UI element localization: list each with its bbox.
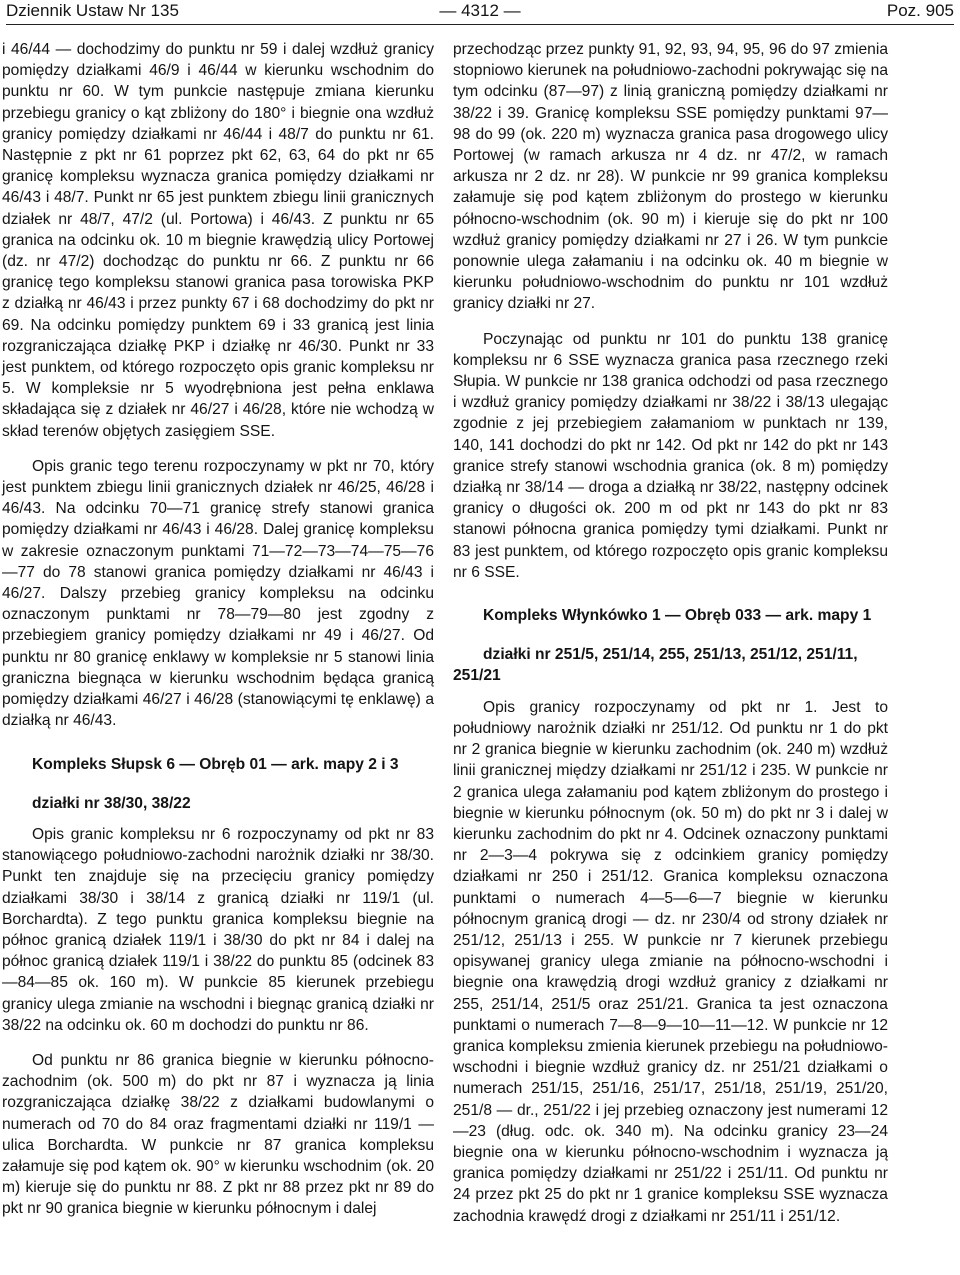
journal-title: Dziennik Ustaw Nr 135 [6,1,179,20]
paragraph: przechodząc przez punkty 91, 92, 93, 94, 95, 96 do 97 zmienia stopniowo kierunek na południowo-zachodni pokrywając się na tym odcinku (87—97) z linią graniczną pomiędzy działkami nr 38/22 i 39. Granicę kompleksu SSE pomiędzy punktami 97—98 do 99 (ok. 220 m) wyznacza granica pasa drogowego ulicy Portowej (w ramach arkusza nr 4 dz. nr 47/2, w ramach arkusza nr 2 dz. nr 28). W punkcie nr 99 granica kompleksu załamuje się pod kątem zbliżonym do prostego w kierunku północno-wschodnim (ok. 90 m) i kieruje się do pkt nr 100 wzdłuż granicy pomiędzy działkami nr 27 i 26. W tym punkcie ponownie ulega załamaniu i na odcinku ok. 40 m biegnie w kierunku południowo-wschodnim do punktu nr 101 wzdłuż granicy działki nr 27. [453,41,888,313]
paragraph: Poczynając od punktu nr 101 do punktu 138 granicę kompleksu nr 6 SSE wyznacza granica pasa rzecznego rzeki Słupia. W punkcie nr 138 granica odchodzi od pasa rzecznego i wzdłuż granicy pomiędzy działkami nr 38/22 i 38/13 ulegając zgodnie z jej przebiegiem załamaniom w punktach nr 139, 140, 141 dochodzi do pkt nr 142. Od pkt nr 142 do pkt nr 143 granice strefy stanowi wschodnia granica (ok. 8 m) pomiędzy działką nr 38/14 — droga a działką nr 38/22, następny odcinek granicy o długości ok. 200 m od pkt nr 143 do pkt nr 83 stanowi północna granica pomiędzy tymi działkami. Punkt nr 83 jest punktem, od którego rozpoczęto opis granic kompleksu nr 6 SSE. [453,330,888,581]
paragraph: i 46/44 — dochodzimy do punktu nr 59 i dalej wzdłuż granicy pomiędzy działkami 46/9 i 46/44 w kierunku wschodnim do punktu nr 60. W tym punkcie następuje zmiana kierunku przebiegu granicy o kąt zbliżony do 180° i biegnie ona wzdłuż granicy pomiędzy działkami nr 46/44 i 48/7 do punktu nr 61. Następnie z pkt nr 61 poprzez pkt 62, 63, 64 do pkt nr 65 granicę kompleksu wyznacza granica pomiędzy działkami nr 46/43 i 48/7. Punkt nr 65 jest punktem zbiegu linii granicznych działek nr 48/7, 47/2 (ul. Portowa) i 46/43. Z punktu nr 65 granica na odcinku ok. 10 m biegnie krawędzią ulicy Portowej (dz. nr 47/2) dochodząc do punktu nr 66. Z punktu nr 66 granicę tego kompleksu stanowi granica pasa torowiska PKP z działką nr 46/43 i przez punkty 67 i 68 dochodzimy do pkt nr 69. Na odcinku pomiędzy punktem 69 i 33 granicą jest linia rozgraniczająca działkę PKP i działkę nr 46/30. Punkt nr 33 jest punktem, od którego rozpoczęto opis granic kompleksu nr 5. W kompleksie nr 5 wyodrębniona jest pełna enklawa składająca się z działek nr 46/27 i 46/28, które nie wchodzą w skład terenów objętych zasięgiem SSE. [2,41,434,440]
paragraph: Opis granic kompleksu nr 6 rozpoczynamy od pkt nr 83 stanowiącego południowo-zachodni narożnik działki nr 38/30. Punkt ten znajduje się na przecięciu granicy pomiędzy działkami 38/30 i 38/14 z granicą działki nr 119/1 (ul. Borchardta). Z tego punktu granica kompleksu biegnie na północ granicą działek 119/1 i 38/30 do pkt nr 84 i dalej na północ granicą działek 119/1 i 38/22 do punktu 85 (odcinek 83—84—85 ok. 160 m). W punkcie 85 kierunek przebiegu granicy ulega zmianie na wschodni i biegnąc granicą działki nr 38/22 na odcinku ok. 60 m dochodzi do punktu nr 86. [2,825,434,1034]
section-heading: Kompleks Słupsk 6 — Obręb 01 — ark. mapy 2 i 3 [32,755,399,773]
page-number: — 4312 — [439,1,521,20]
right-column [453,39,888,1227]
paragraph: Od punktu nr 86 granica biegnie w kierunku północno-zachodnim (ok. 500 m) do pkt nr 87 i wyznacza ją linia rozgraniczająca działkę 38/22 z działkami budowlanymi o numerach od 70 do 84 oraz fragmentami działki nr 119/1 — ulica Borchardta. W punkcie nr 87 granica kompleksu załamuje się pod kątem ok. 90° w kierunku wschodnim (ok. 20 m) kieruje się do punktu nr 88. Z pkt nr 88 przez pkt nr 89 do pkt nr 90 granica biegnie w kierunku północnym i dalej [2,1051,434,1218]
section-heading: Kompleks Włynkówko 1 — Obręb 033 — ark. mapy 1 [483,607,872,625]
parcels-heading: działki nr 251/5, 251/14, 255, 251/13, 251/12, 251/11, 251/21 [453,646,858,685]
header-rule [6,24,954,25]
left-column [2,39,434,1220]
paragraph: Opis granic tego terenu rozpoczynamy w pkt nr 70, który jest punktem zbiegu linii granicznych działek nr 46/25, 46/28 i 46/43. Na odcinku 70—71 granicę strefy stanowi granica pomiędzy działkami nr 46/43 i 46/28. Dalej granicę kompleksu w zakresie oznaczonym punktami 71—72—73—74—75—76—77 do 78 stanowi granica pomiędzy działkami nr 46/43 i 46/27. Dalszy przebieg granicy kompleksu na odcinku oznaczonym punktami nr 78—79—80 jest zgodny z przebiegiem granicy pomiędzy działkami nr 49 i 46/27. Od punktu nr 80 granicę enklawy w kompleksie nr 5 stanowi linia graniczna biegnąca w kierunku wschodnim będąca granicą pomiędzy działkami 46/27 i 46/28 (stanowiącymi tę enklawę) a działką nr 46/43. [2,457,434,730]
position-number: Poz. 905 [886,1,954,20]
paragraph: Opis granicy rozpoczynamy od pkt nr 1. Jest to południowy narożnik działki nr 251/12. Od punktu nr 1 do pkt nr 2 granica biegnie w kierunku zachodnim (ok. 240 m) wzdłuż linii granicznej między działkami nr 251/12 i 235. W punkcie nr 2 granica ulega załamaniu pod kątem zbliżonym do prostego i biegnie w kierunku północnym (ok. 50 m) do pkt nr 3 i dalej w kierunku zachodnim do pkt nr 4. Odcinek oznaczony punktami nr 2—3—4 pokrywa się z odcinkiem granicy pomiędzy działkami nr 250 i 251/12. Granica kompleksu oznaczona punktami o numerach 4—5—6—7 biegnie w kierunku północnym granicą drogi — dz. nr 230/4 od strony działek nr 251/12, 251/13 i 255. W punkcie nr 7 kierunek przebiegu opisywanej granicy ulega zmianie na północno-wschodni i biegnie ona krawędzią drogi wzdłuż granicy z działkami nr 255, 251/14, 251/5 oraz 251/21. Granica ta jest oznaczona punktami o numerach 7—8—9—10—11—12. W punkcie nr 12 granica kompleksu zmienia kierunek przebiegu na południowo-wschodni i biegnie wzdłuż granicy dz. nr 251/21 działkami o numerach 251/15, 251/16, 251/17, 251/18, 251/19, 251/20, 251/8 — dr., 251/22 i jej przebieg oznaczony jest numerami 12—23 (dług. odc. ok. 340 m). Na odcinku granicy 23—24 biegnie ona w kierunku północno-wschodnim i wyznacza ją granica pomiędzy działkami nr 251/22 i 251/11. Od punktu nr 24 przez pkt 25 do pkt nr 1 granice kompleksu SSE wyznacza zachodnia krawędź drogi z działkami nr 251/11 i 251/12. [453,698,888,1225]
page-header [6,0,954,22]
parcels-heading: działki nr 38/30, 38/22 [32,794,191,812]
